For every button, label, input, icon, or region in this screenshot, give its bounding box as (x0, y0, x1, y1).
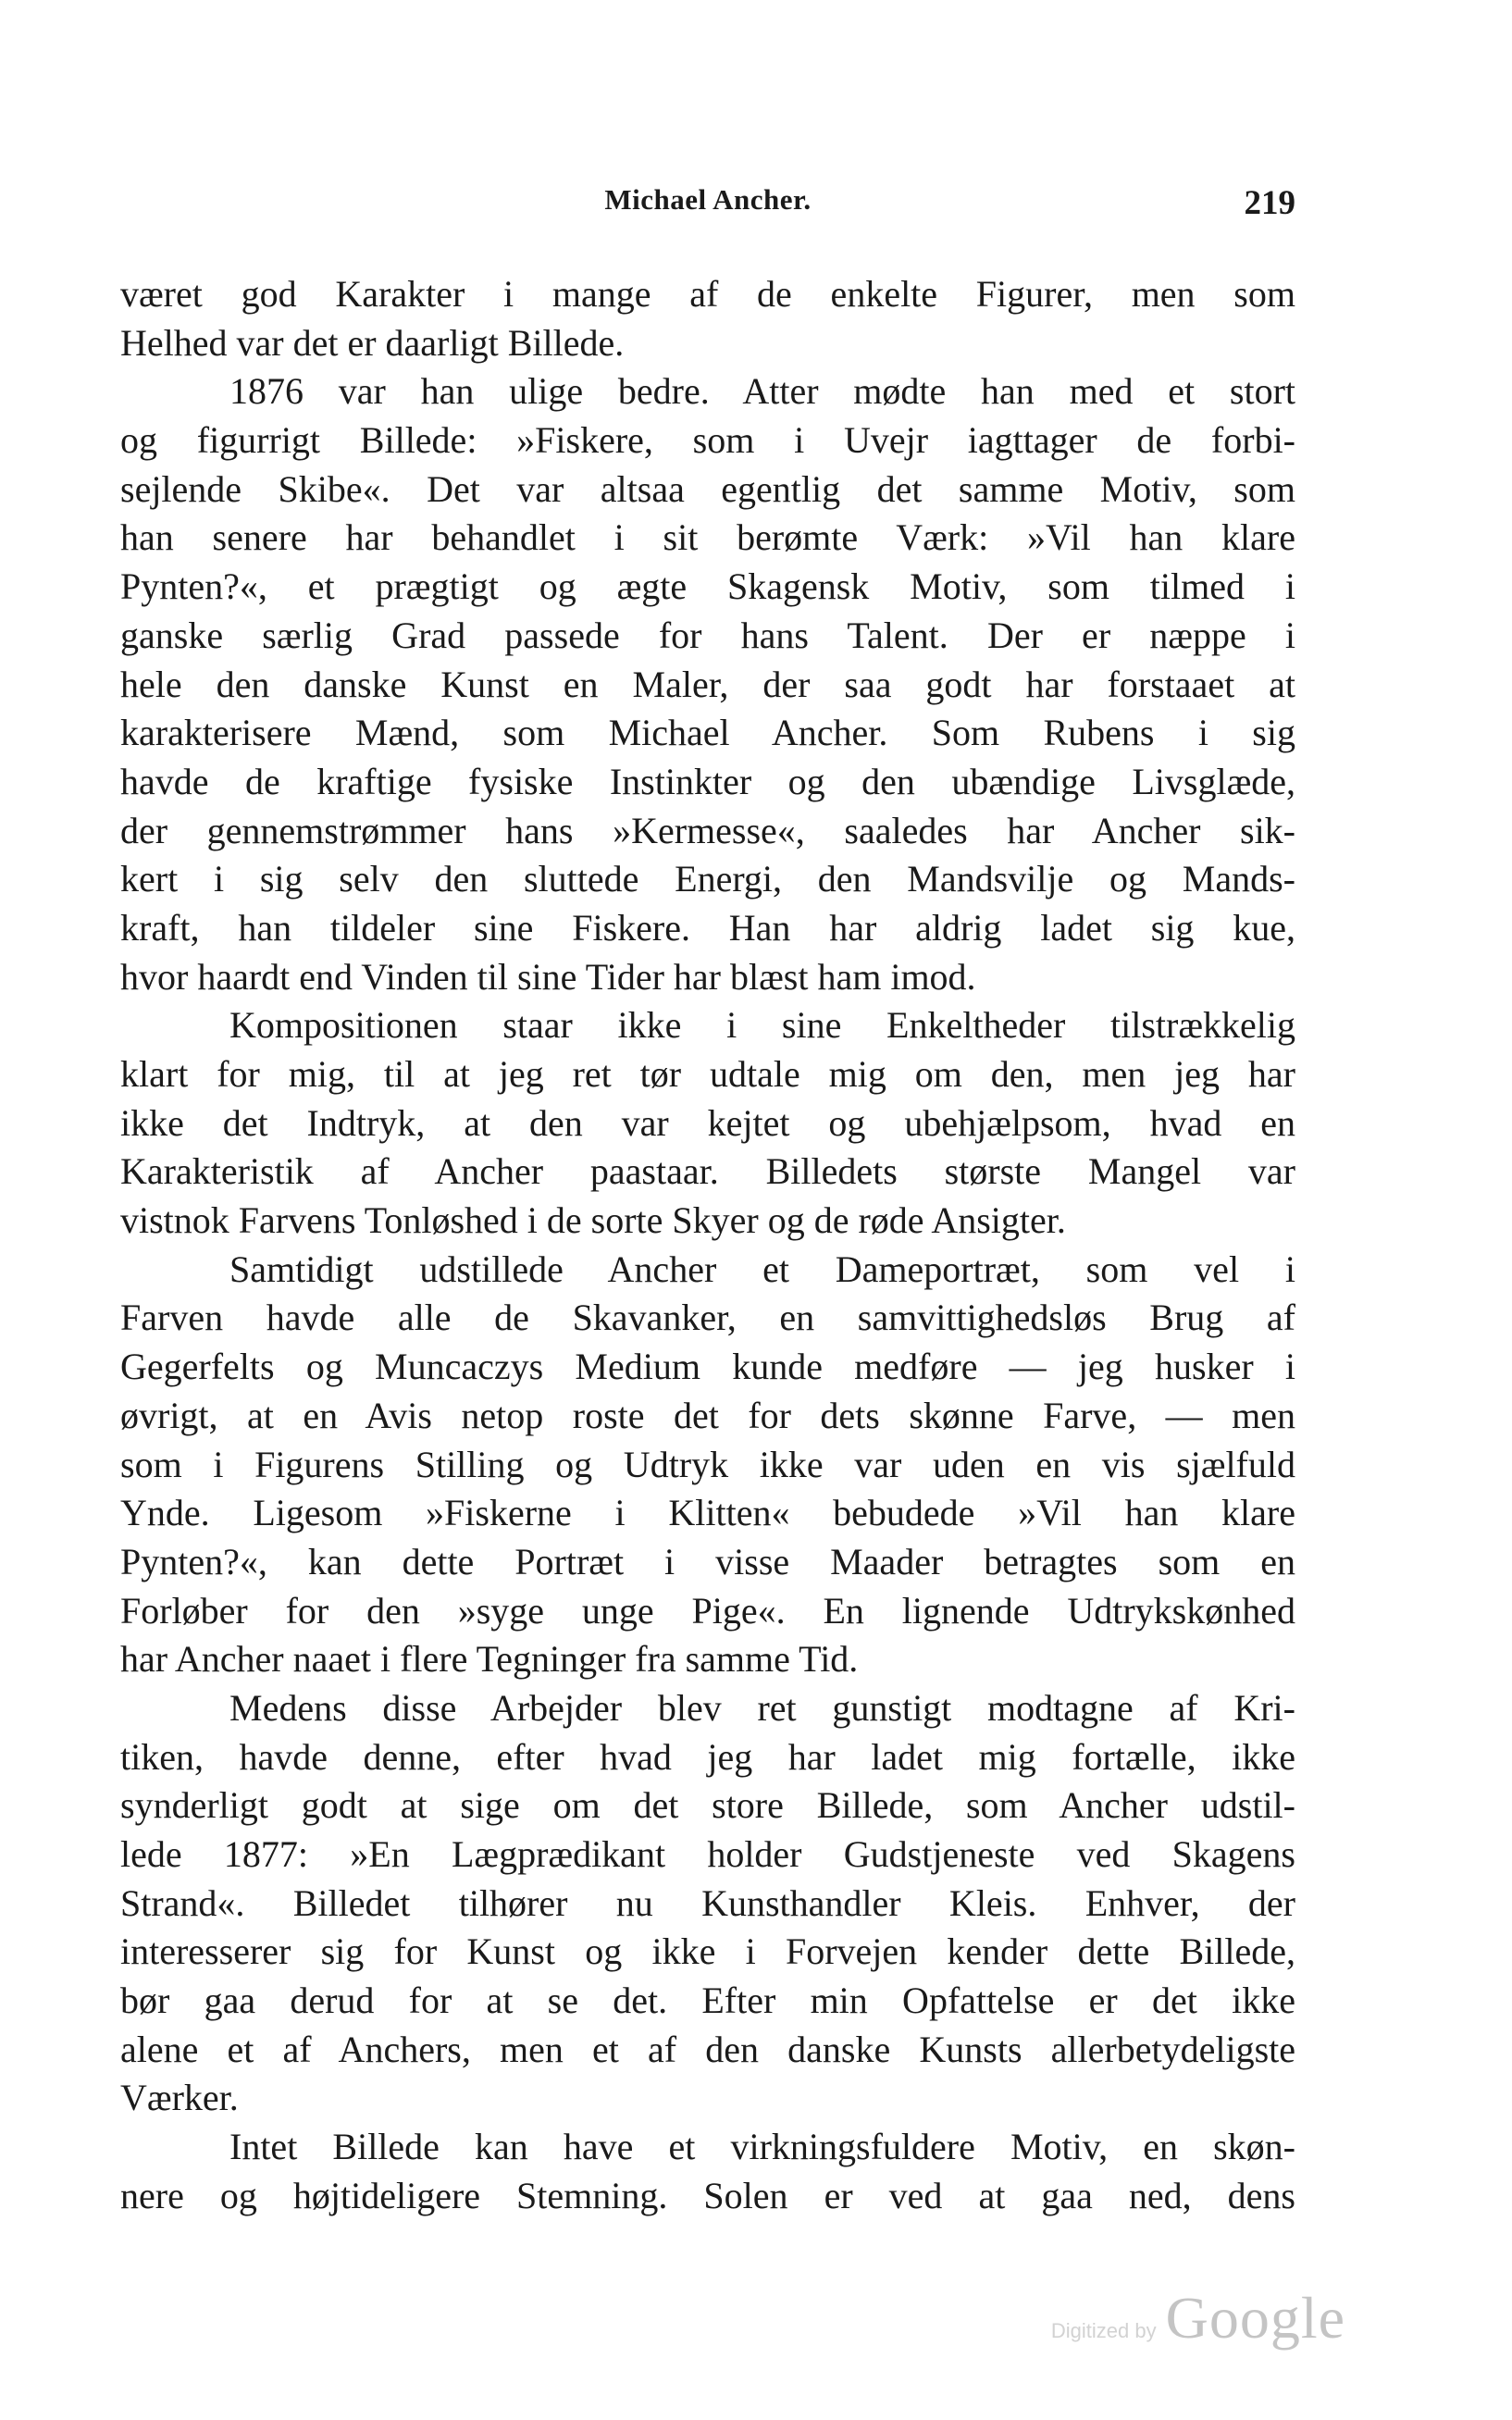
text-line: Medens disse Arbejder blev ret gunstigt modtagne af Kri- (229, 1686, 1295, 1729)
text-line: kert i sig selv den sluttede Energi, den Mandsvilje og Mands- (120, 858, 1295, 900)
text-line: kraft, han tildeler sine Fiskere. Han har aldrig ladet sig kue, (120, 906, 1295, 949)
text-line: Farven havde alle de Skavanker, en samvittighedsløs Brug af (120, 1297, 1295, 1339)
text-line: sejlende Skibe«. Det var altsaa egentlig det samme Motiv, som (120, 467, 1295, 510)
digitized-by-google-watermark (1051, 2284, 1345, 2352)
text-line: Karakteristik af Ancher paastaar. Billedets største Mangel var (120, 1150, 1295, 1193)
text-line: havde de kraftige fysiske Instinkter og den ubændige Livsglæde, (120, 760, 1295, 802)
page-number: 219 (1244, 184, 1295, 222)
watermark-prefix: Digitized by (1050, 2319, 1157, 2342)
running-title: Michael Ancher. (604, 183, 812, 216)
text-line: lede 1877: »En Lægprædikant holder Gudstjeneste ved Skagens (120, 1833, 1295, 1875)
text-line: Forløber for den »syge unge Pige«. En lignende Udtrykskønhed (120, 1589, 1295, 1632)
text-line: Kompositionen staar ikke i sine Enkeltheder tilstrækkelig (229, 1004, 1295, 1047)
text-line: Samtidigt udstillede Ancher et Dameportræt, som vel i (229, 1247, 1295, 1290)
text-line: været god Karakter i mange af de enkelte Figurer, men som (120, 273, 1295, 315)
text-line: Helhed var det er daarligt Billede. (120, 321, 625, 364)
text-line: ganske særlig Grad passede for hans Talent. Der er næppe i (120, 614, 1295, 656)
text-line: har Ancher naaet i flere Tegninger fra samme Tid. (120, 1638, 859, 1681)
text-line: bør gaa derud for at se det. Efter min Opfattelse er det ikke (120, 1979, 1295, 2022)
text-line: der gennemstrømmer hans »Kermesse«, saaledes har Ancher sik- (120, 809, 1295, 851)
text-line: nere og højtideligere Stemning. Solen er ved at gaa ned, dens (120, 2174, 1295, 2216)
text-line: hvor haardt end Vinden til sine Tider har blæst ham imod. (120, 955, 976, 998)
text-line: ikke det Indtryk, at den var kejtet og ubehjælpsom, hvad en (120, 1101, 1295, 1144)
text-line: Pynten?«, et prægtigt og ægte Skagensk Motiv, som tilmed i (120, 565, 1295, 608)
text-line: klart for mig, til at jeg ret tør udtale mig om den, men jeg har (120, 1053, 1295, 1095)
text-line: tiken, havde denne, efter hvad jeg har ladet mig fortælle, ikke (120, 1735, 1295, 1778)
running-head (120, 183, 1295, 230)
text-line: Gegerfelts og Muncaczys Medium kunde medføre — jeg husker i (120, 1346, 1295, 1388)
text-line: Intet Billede kan have et virkningsfuldere Motiv, en skøn- (229, 2126, 1295, 2168)
text-line: hele den danske Kunst en Maler, der saa godt har forstaaet at (120, 663, 1295, 705)
text-line: Ynde. Ligesom »Fiskerne i Klitten« bebudede »Vil han klare (120, 1492, 1295, 1534)
text-line: øvrigt, at en Avis netop roste det for dets skønne Farve, — men (120, 1394, 1295, 1436)
text-line: 1876 var han ulige bedre. Atter mødte han med et stort (229, 370, 1295, 413)
text-line: Strand«. Billedet tilhører nu Kunsthandler Kleis. Enhver, der (120, 1881, 1295, 1924)
text-line: karakterisere Mænd, som Michael Ancher. Som Rubens i sig (120, 712, 1295, 754)
text-line: som i Figurens Stilling og Udtryk ikke var uden en vis sjælfuld (120, 1443, 1295, 1485)
text-line: synderligt godt at sige om det store Billede, som Ancher udstil- (120, 1784, 1295, 1827)
text-line: Værker. (120, 2077, 239, 2119)
text-line: vistnok Farvens Tonløshed i de sorte Skyer og de røde Ansigter. (120, 1199, 1066, 1242)
text-line: alene et af Anchers, men et af den danske Kunsts allerbetydeligste (120, 2028, 1295, 2070)
text-line: interesserer sig for Kunst og ikke i Forvejen kender dette Billede, (120, 1930, 1295, 1973)
body-text (120, 270, 1295, 2221)
google-logo: Google (1165, 2285, 1345, 2351)
text-line: han senere har behandlet i sit berømte Værk: »Vil han klare (120, 516, 1295, 559)
text-line: og figurrigt Billede: »Fiskere, som i Uvejr iagttager de forbi- (120, 419, 1295, 462)
text-line: Pynten?«, kan dette Portræt i visse Maader betragtes som en (120, 1540, 1295, 1582)
